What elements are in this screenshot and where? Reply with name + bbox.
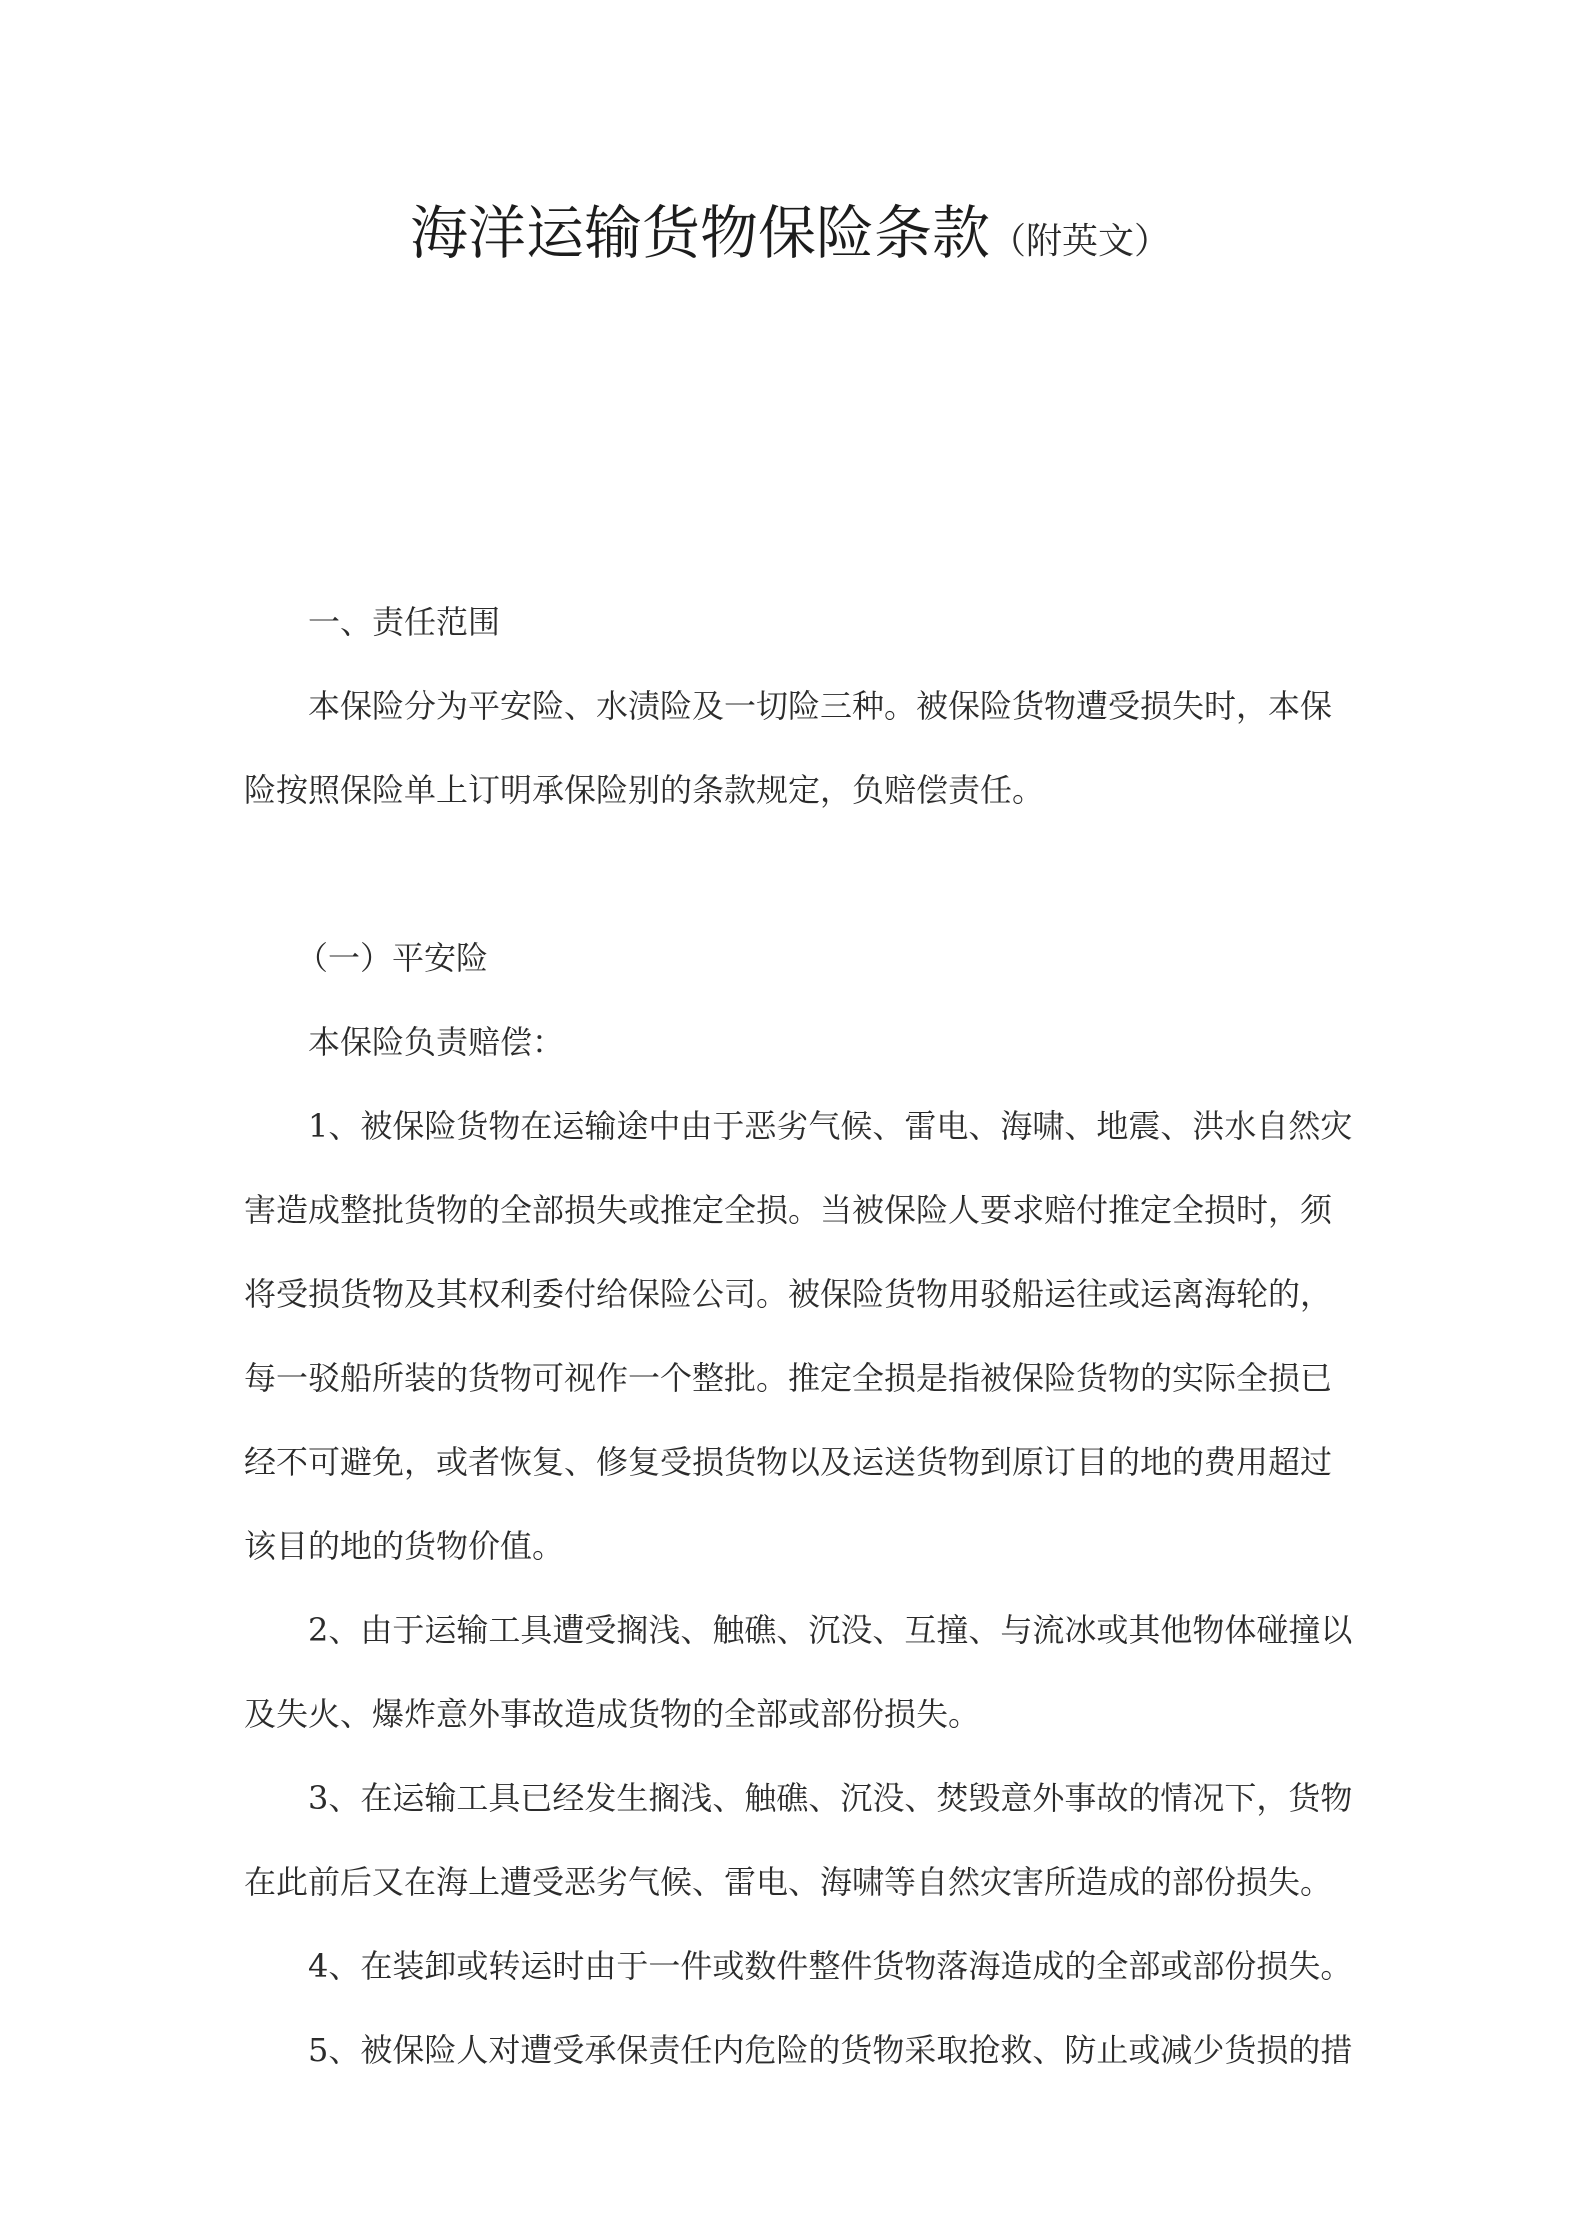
clause-3 <box>244 1756 1353 1924</box>
document-body <box>244 580 1353 2092</box>
liability-intro: 本保险负责赔偿： <box>308 1023 565 1061</box>
clause-line: 将受损货物及其权利委付给保险公司。被保险货物用驳船运往或运离海轮的， <box>244 1275 1333 1313</box>
clause-line: 经不可避免，或者恢复、修复受损货物以及运送货物到原订目的地的费用超过 <box>244 1443 1333 1481</box>
clause-1 <box>244 1084 1353 1588</box>
clause-line: 5、被保险人对遭受承保责任内危险的货物采取抢救、防止或减少货损的措 <box>308 2031 1353 2069</box>
clause-line: 3、在运输工具已经发生搁浅、触礁、沉没、焚毁意外事故的情况下，货物 <box>308 1779 1353 1817</box>
subsection-heading: （一）平安险 <box>296 939 489 977</box>
document-title <box>0 198 1580 277</box>
title-suffix: （附英文） <box>990 221 1171 262</box>
clause-2 <box>244 1588 1353 1756</box>
clause-4 <box>244 1924 1353 2008</box>
clause-line: 该目的地的货物价值。 <box>244 1527 565 1565</box>
spacer <box>244 832 1344 916</box>
clause-5 <box>244 2008 1353 2092</box>
clause-line: 及失火、爆炸意外事故造成货物的全部或部份损失。 <box>244 1695 981 1733</box>
clause-line: 每一驳船所装的货物可视作一个整批。推定全损是指被保险货物的实际全损已 <box>244 1359 1333 1397</box>
title-main: 海洋运输货物保险条款 <box>409 199 990 267</box>
clause-line: 在此前后又在海上遭受恶劣气候、雷电、海啸等自然灾害所造成的部份损失。 <box>244 1863 1333 1901</box>
clause-line: 1、被保险货物在运输途中由于恶劣气候、雷电、海啸、地震、洪水自然灾 <box>308 1107 1353 1145</box>
intro-line: 本保险分为平安险、水渍险及一切险三种。被保险货物遭受损失时，本保 <box>308 687 1333 725</box>
clause-line: 害造成整批货物的全部损失或推定全损。当被保险人要求赔付推定全损时，须 <box>244 1191 1333 1229</box>
section-heading: 一、责任范围 <box>308 603 501 641</box>
clause-line: 2、由于运输工具遭受搁浅、触礁、沉没、互撞、与流冰或其他物体碰撞以 <box>308 1611 1353 1649</box>
clause-line: 4、在装卸或转运时由于一件或数件整件货物落海造成的全部或部份损失。 <box>308 1947 1353 1985</box>
intro-line: 险按照保险单上订明承保险别的条款规定，负赔偿责任。 <box>244 771 1045 809</box>
intro-paragraph <box>244 664 1344 832</box>
